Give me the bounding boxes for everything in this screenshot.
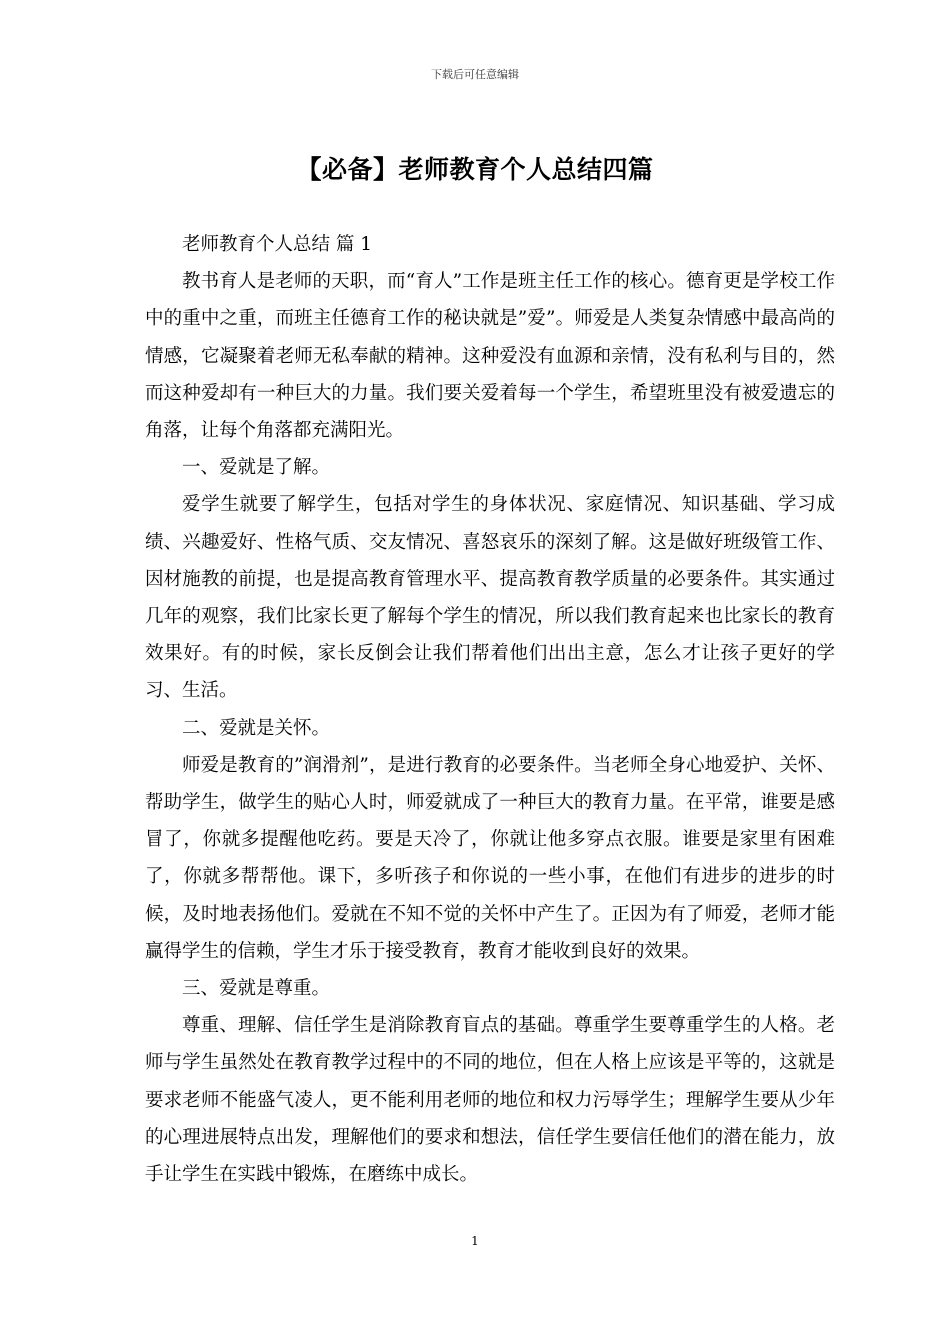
section-heading: 二、爱就是关怀。 [182,717,331,739]
document-title: 【必备】老师教育个人总结四篇 [296,155,654,184]
body-paragraph: 爱学生就要了解学生，包括对学生的身体状况、家庭情况、知识基础、学习成绩、兴趣爱好、性格气质、交友情况、喜怒哀乐的深刻了解。这是做好班级管工作、因材施教的前提，也是提高教育管理水平、提高教育教学质量的必要条件。其实通过几年的观察，我们比家长更了解每个学生的情况，所以我们教育起来也比家长的教育效果好。有的时候，家长反倒会让我们帮着他们出出主意，怎么才让孩子更好的学习、生活。 [145,494,835,702]
section-heading: 三、爱就是尊重。 [182,978,331,1000]
section-heading: 一、爱就是了解。 [182,457,331,479]
body-paragraph: 师爱是教育的”润滑剂”，是进行教育的必要条件。当老师全身心地爱护、关怀、帮助学生，做学生的贴心人时，师爱就成了一种巨大的教育力量。在平常，谁要是感冒了，你就多提醒他吃药。要是天冷了，你就让他多穿点衣服。谁要是家里有困难了，你就多帮帮他。课下，多听孩子和你说的一些小事，在他们有进步的进步的时候，及时地表扬他们。爱就在不知不觉的关怀中产生了。正因为有了师爱，老师才能赢得学生的信赖，学生才乐于接受教育，教育才能收到良好的效果。 [145,754,835,962]
page-number: 1 [471,1234,479,1248]
page-header: 下载后可任意编辑 [431,68,519,81]
section-heading: 老师教育个人总结 篇 1 [182,234,373,255]
body-paragraph: 教书育人是老师的天职，而“育人”工作是班主任工作的核心。德育更是学校工作中的重中之重，而班主任德育工作的秘诀就是”爱”。师爱是人类复杂情感中最高尚的情感，它凝聚着老师无私奉献的精神。这种爱没有血源和亲情，没有私利与目的，然而这种爱却有一种巨大的力量。我们要关爱着每一个学生，希望班里没有被爱遗忘的角落，让每个角落都充满阳光。 [145,271,835,442]
document-body [145,226,835,1193]
body-paragraph: 尊重、理解、信任学生是消除教育盲点的基础。尊重学生要尊重学生的人格。老师与学生虽然处在教育教学过程中的不同的地位，但在人格上应该是平等的，这就是要求老师不能盛气凌人，更不能利用老师的地位和权力污辱学生；理解学生要从少年的心理进展特点出发，理解他们的要求和想法，信任学生要信任他们的潜在能力，放手让学生在实践中锻炼，在磨练中成长。 [145,1015,835,1186]
